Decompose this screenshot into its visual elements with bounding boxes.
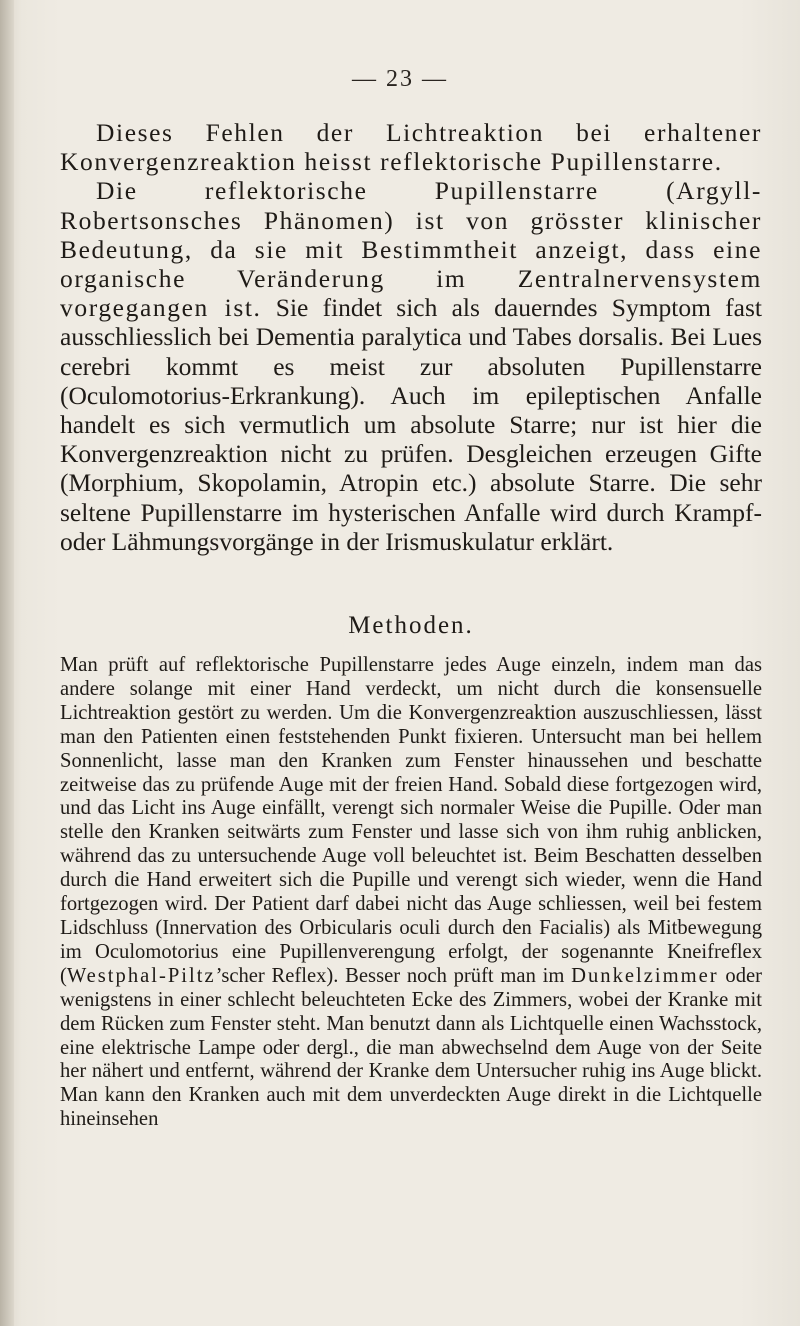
section-small-print — [60, 654, 762, 1132]
methods-text-part2: ’scher Reflex). Besser noch prüft man im — [215, 964, 572, 987]
paragraph-argyll-robertson-spaced: Die reflektorische Pupillenstarre (Argyll-Robertsonsches Phänomen) ist von grösster klinischer Bedeutung, da sie mit Bestimmtheit anzeigt, dass eine organische Veränderung im Zentralnervensystem vorgegangen ist. — [60, 176, 762, 323]
section-heading-methoden: Methoden. — [348, 612, 474, 640]
methods-dunkelzimmer: Dunkelzimmer — [571, 964, 719, 987]
section-large-print — [60, 118, 762, 556]
paragraph-methods — [60, 654, 762, 1132]
methods-westphal-piltz: Westphal-Piltz — [66, 964, 216, 987]
paragraph-argyll-robertson-rest: Sie findet sich als dauerndes Symptom fast ausschliesslich bei Dementia paralytica und Tabes dorsalis. Bei Lues cerebri kommt es meist zur absoluten Pupillenstarre (Oculomotorius-Erkrankung). Auch im epileptischen Anfalle handelt es sich vermutlich um absolute Starre; nur ist hier die Konvergenzreaktion nicht zu prüfen. Desgleichen erzeugen Gifte (Morphium, Skopolamin, Atropin etc.) absolute Starre. Die sehr seltene Pupillenstarre im hysterischen Anfalle wird durch Krampf- oder Lähmungsvorgänge in der Irismuskulatur erklärt. — [60, 293, 763, 556]
methods-text-part3: oder wenigstens in einer schlecht beleuchteten Ecke des Zimmers, wobei der Kranke mit dem Rücken zum Fenster steht. Man benutzt dann als Lichtquelle einen Wachsstock, eine elektrische Lampe oder dergl., die man abwechselnd dem Auge von der Seite her nähert und entfernt, während der Kranke dem Untersucher ruhig ins Auge blickt. Man kann den Kranken auch mit dem unverdeckten Auge direkt in die Lichtquelle hineinsehen — [60, 964, 762, 1131]
binding-edge — [0, 0, 14, 1326]
paragraph-argyll-robertson — [60, 176, 762, 556]
methods-text-part1: Man prüft auf reflektorische Pupillenstarre jedes Auge einzeln, indem man das andere solange mit einer Hand verdeckt, um nicht durch die konsensuelle Lichtreaktion gestört zu werden. Um die Konvergenzreaktion auszuschliessen, lässt man den Patienten einen feststehenden Punkt fixieren. Untersucht man bei hellem Sonnenlicht, lasse man den Kranken zum Fenster hinaussehen und beschatte zeitweise das zu prüfende Auge mit der freien Hand. Sobald diese fortgezogen wird, und das Licht ins Auge einfällt, verengt sich normaler Weise die Pupille. Oder man stelle den Kranken seitwärts zum Fenster und lasse sich von ihm ruhig anblicken, während das zu untersuchende Auge voll beleuchtet ist. Beim Beschatten desselben durch die Hand erweitert sich die Pupille und verengt sich wieder, wenn die Hand fortgezogen wird. Der Patient darf dabei nicht das Auge schliessen, weil bei festem Lidschluss (Innervation des Orbicularis oculi durch den Facialis) als Mitbewegung im Oculomotorius eine Pupillenverengung erfolgt, der sogenannte Kneifreflex ( — [60, 654, 762, 987]
page-number: — 23 — — [352, 66, 448, 92]
paragraph-definition: Dieses Fehlen der Lichtreaktion bei erhaltener Konvergenzreaktion heisst reflektorische Pupillenstarre. — [60, 118, 762, 177]
page-content — [60, 118, 762, 1132]
